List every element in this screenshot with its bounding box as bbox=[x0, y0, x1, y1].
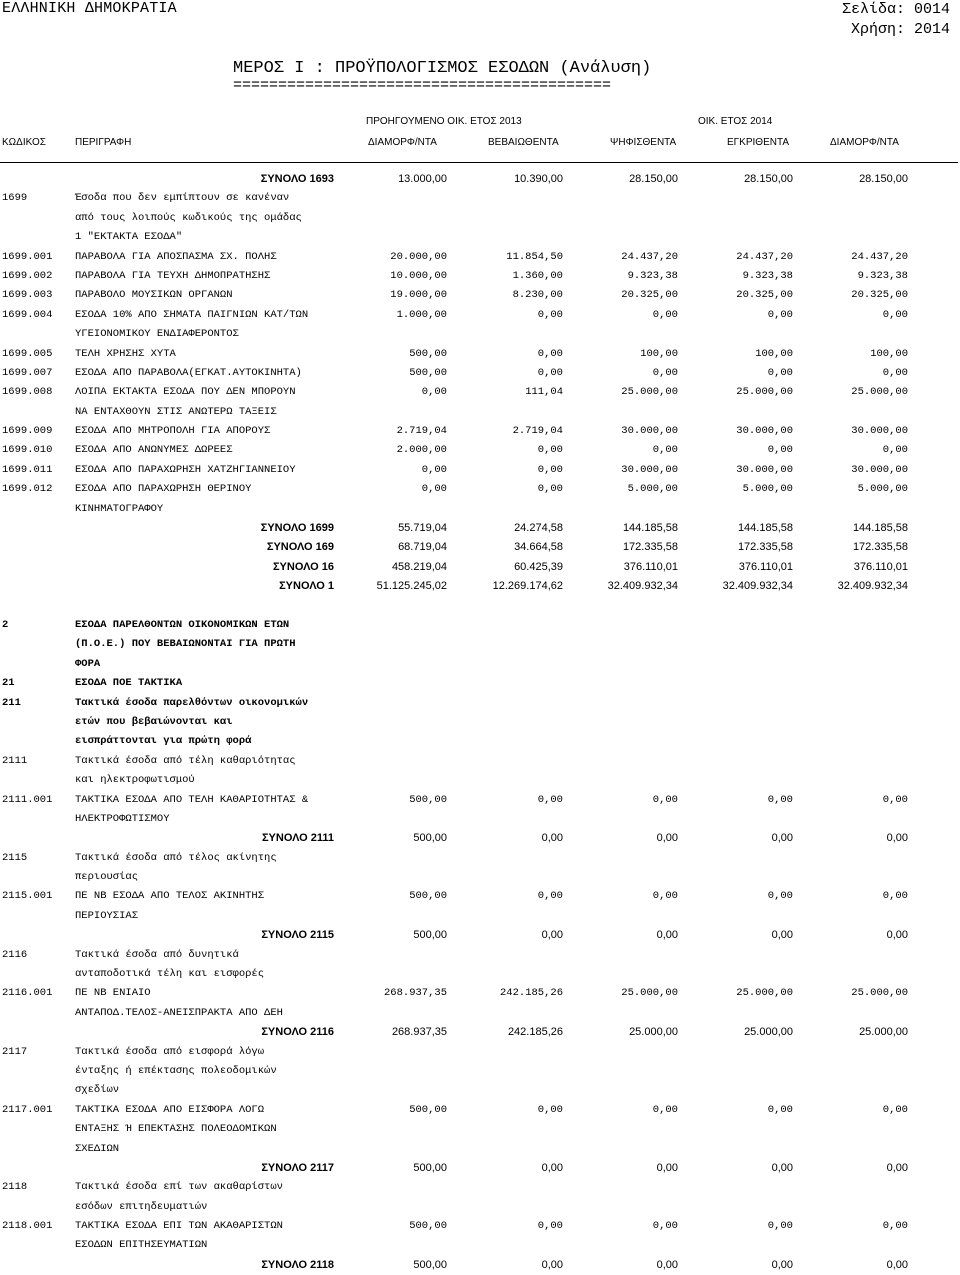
value-c4: 30.000,00 bbox=[736, 425, 793, 438]
table-row bbox=[0, 422, 960, 441]
table-row bbox=[0, 616, 960, 635]
value-c1: 268.937,35 bbox=[391, 1026, 447, 1039]
value-c4: 0,00 bbox=[767, 308, 793, 321]
value-c4: 20.325,00 bbox=[736, 289, 793, 302]
total-row bbox=[0, 538, 960, 557]
row-description: ΚΙΝΗΜΑΤΟΓΡΑΦΟΥ bbox=[75, 502, 164, 515]
row-code: 1699.002 bbox=[2, 269, 53, 282]
value-c1: 500,00 bbox=[413, 832, 447, 845]
value-c5: 376.110,01 bbox=[853, 560, 908, 573]
row-description: ΕΣΟΔΑ ΠΑΡΕΛΘΟΝΤΩΝ ΟΙΚΟΝΟΜΙΚΩΝ ΕΤΩΝ bbox=[75, 618, 290, 631]
value-c4: 100,00 bbox=[755, 347, 793, 360]
table-row bbox=[0, 441, 960, 460]
value-c4: 9.323,38 bbox=[742, 269, 793, 282]
row-description: ΤΕΛΗ ΧΡΗΣΗΣ ΧΥΤΑ bbox=[75, 347, 176, 360]
row-description: ΕΣΟΔΑ 10% ΑΠΟ ΣΗΜΑΤΑ ΠΑΙΓΝΙΩΝ ΚΑΤ/ΤΩΝ bbox=[75, 308, 309, 321]
value-c5: 28.150,00 bbox=[859, 173, 908, 185]
row-description: ΕΣΟΔΩΝ ΕΠΙΤΗΣΕΥΜΑΤΙΩΝ bbox=[75, 1239, 208, 1252]
row-description: ΕΣΟΔΑ ΑΠΟ ΠΑΡΑΧΩΡΗΣΗ ΧΑΤΖΗΓΙΑΝΝΕΙΟΥ bbox=[75, 463, 296, 476]
table-row bbox=[0, 383, 960, 402]
table-row bbox=[0, 752, 960, 771]
row-code: 1699.008 bbox=[2, 386, 53, 399]
value-c4: 25.000,00 bbox=[736, 386, 793, 399]
value-c2: 1.360,00 bbox=[512, 269, 563, 282]
value-c2: 0,00 bbox=[537, 793, 563, 806]
value-c2: 0,00 bbox=[537, 463, 563, 476]
row-description: ΕΣΟΔΑ ΑΠΟ ΜΗΤΡΟΠΟΛΗ ΓΙΑ ΑΠΟΡΟΥΣ bbox=[75, 425, 271, 438]
row-description: 1 "ΕΚΤΑΚΤΑ ΕΣΟΔΑ" bbox=[75, 231, 183, 244]
value-c5: 25.000,00 bbox=[851, 386, 908, 399]
table-row bbox=[0, 1217, 960, 1236]
row-code: 1699.012 bbox=[2, 483, 53, 496]
value-c3: 0,00 bbox=[652, 444, 678, 457]
table-row bbox=[0, 810, 960, 829]
row-description: από τους λοιπούς κωδικούς της ομάδας bbox=[75, 211, 302, 224]
value-c2: 11.854,50 bbox=[506, 250, 563, 263]
row-description: ΕΣΟΔΑ ΑΠΟ ΑΝΩΝΥΜΕΣ ΔΩΡΕΕΣ bbox=[75, 444, 233, 457]
value-c5: 0,00 bbox=[882, 444, 908, 457]
row-code: 1699.003 bbox=[2, 289, 53, 302]
row-description: ΑΝΤΑΠΟΔ.ΤΕΛΟΣ-ΑΝΕΙΣΠΡΑΚΤΑ ΑΠΟ ΔΕΗ bbox=[75, 1006, 283, 1019]
page-title: ΜΕΡΟΣ Ι : ΠΡΟΫΠΟΛΟΓΙΣΜΟΣ ΕΣΟΔΩΝ (Ανάλυση) bbox=[233, 59, 652, 78]
value-c5: 0,00 bbox=[882, 890, 908, 903]
table-row bbox=[0, 306, 960, 325]
value-c2: 0,00 bbox=[537, 308, 563, 321]
value-c4: 0,00 bbox=[771, 1161, 793, 1174]
value-c1: 20.000,00 bbox=[390, 250, 447, 263]
value-c5: 0,00 bbox=[886, 929, 908, 942]
value-c5: 144.185,58 bbox=[852, 522, 908, 535]
value-c4: 0,00 bbox=[771, 1258, 793, 1271]
table-row bbox=[0, 403, 960, 422]
total-label: ΣΥΝΟΛΟ 16 bbox=[272, 560, 334, 573]
value-c5: 30.000,00 bbox=[851, 425, 908, 438]
value-c4: 172.335,58 bbox=[737, 541, 793, 554]
total-row bbox=[0, 1256, 960, 1275]
value-c2: 34.664,58 bbox=[514, 541, 563, 554]
row-description: ΣΧΕΔΙΩΝ bbox=[75, 1142, 120, 1155]
value-c2: 2.719,04 bbox=[512, 425, 563, 438]
row-code: 211 bbox=[2, 696, 21, 709]
row-description: ετών που βεβαιώνονται και bbox=[75, 715, 233, 728]
value-c2: 242.185,26 bbox=[507, 1026, 563, 1039]
value-c4: 0,00 bbox=[767, 444, 793, 457]
total-label: ΣΥΝΟΛΟ 2116 bbox=[261, 1026, 334, 1039]
value-c1: 500,00 bbox=[409, 890, 447, 903]
table-row bbox=[0, 1120, 960, 1139]
row-description: ΤΑΚΤΙΚΑ ΕΣΟΔΑ ΑΠΟ ΕΙΣΦΟΡΑ ΛΟΓΩ bbox=[75, 1103, 265, 1116]
row-code: 21 bbox=[2, 677, 15, 690]
row-description: Τακτικά έσοδα παρελθόντων οικονομικών bbox=[75, 696, 309, 709]
col-header-c4: ΕΓΚΡΙΘΕΝΤΑ bbox=[727, 137, 790, 148]
value-c4: 0,00 bbox=[771, 832, 793, 845]
value-c4: 144.185,58 bbox=[737, 522, 793, 535]
value-c5: 0,00 bbox=[882, 1220, 908, 1233]
value-c2: 8.230,00 bbox=[512, 289, 563, 302]
value-c3: 30.000,00 bbox=[621, 463, 678, 476]
row-description: ΤΑΚΤΙΚΑ ΕΣΟΔΑ ΕΠΙ ΤΩΝ ΑΚΑΘΑΡΙΣΤΩΝ bbox=[75, 1220, 283, 1233]
value-c3: 0,00 bbox=[652, 793, 678, 806]
row-description: περιουσίας bbox=[75, 871, 139, 884]
row-description: ΥΓΕΙΟΝΟΜΙΚΟΥ ΕΝΔΙΑΦΕΡΟΝΤΟΣ bbox=[75, 328, 239, 341]
country-header: ΕΛΛΗΝΙΚΗ ΔΗΜΟΚΡΑΤΙΑ bbox=[2, 0, 177, 17]
table-row bbox=[0, 267, 960, 286]
table-row bbox=[0, 1198, 960, 1217]
table-row bbox=[0, 364, 960, 383]
value-c5: 25.000,00 bbox=[859, 1026, 908, 1039]
row-description: και ηλεκτροφωτισμού bbox=[75, 774, 195, 787]
value-c1: 500,00 bbox=[413, 1258, 447, 1271]
row-code: 1699.004 bbox=[2, 308, 53, 321]
table-row bbox=[0, 1236, 960, 1255]
col-header-c5: ΔΙΑΜΟΡΦ/ΝΤΑ bbox=[830, 137, 899, 148]
value-c1: 268.937,35 bbox=[383, 987, 447, 1000]
value-c2: 10.390,00 bbox=[514, 173, 563, 185]
value-c1: 500,00 bbox=[409, 1103, 447, 1116]
row-description: Τακτικά έσοδα από δυνητικά bbox=[75, 948, 239, 961]
value-c1: 458.219,04 bbox=[391, 560, 447, 573]
table-row bbox=[0, 946, 960, 965]
value-c3: 24.437,20 bbox=[621, 250, 678, 263]
table-row bbox=[0, 868, 960, 887]
row-description: ΠΑΡΑΒΟΛΑ ΓΙΑ ΤΕΥΧΗ ΔΗΜΟΠΡΑΤΗΣΗΣ bbox=[75, 269, 271, 282]
total-label: ΣΥΝΟΛΟ 2118 bbox=[261, 1258, 334, 1271]
value-c4: 30.000,00 bbox=[736, 463, 793, 476]
value-c3: 0,00 bbox=[652, 308, 678, 321]
row-code: 1699.011 bbox=[2, 463, 53, 476]
col-header-desc: ΠΕΡΙΓΡΑΦΗ bbox=[75, 137, 132, 148]
col-header-c1: ΔΙΑΜΟΡΦ/ΝΤΑ bbox=[368, 137, 437, 148]
row-description: ΕΣΟΔΑ ΠΟΕ ΤΑΚΤΙΚΑ bbox=[75, 677, 183, 690]
total-label: ΣΥΝΟΛΟ 2115 bbox=[261, 929, 334, 942]
value-c4: 376.110,01 bbox=[738, 560, 793, 573]
total-row bbox=[0, 1023, 960, 1042]
table-row bbox=[0, 771, 960, 790]
value-c3: 0,00 bbox=[656, 1258, 678, 1271]
value-c3: 0,00 bbox=[652, 1103, 678, 1116]
value-c3: 20.325,00 bbox=[621, 289, 678, 302]
row-description: Τακτικά έσοδα επί των ακαθαρίστων bbox=[75, 1181, 283, 1194]
value-c5: 0,00 bbox=[886, 832, 908, 845]
table-row bbox=[0, 984, 960, 1003]
value-c3: 0,00 bbox=[656, 929, 678, 942]
value-c3: 100,00 bbox=[640, 347, 678, 360]
table-row bbox=[0, 325, 960, 344]
value-c4: 24.437,20 bbox=[736, 250, 793, 263]
page-info bbox=[842, 0, 950, 40]
total-label: ΣΥΝΟΛΟ 2117 bbox=[261, 1161, 334, 1174]
col-header-c3: ΨΗΦΙΣΘΕΝΤΑ bbox=[610, 137, 677, 148]
value-c3: 25.000,00 bbox=[629, 1026, 678, 1039]
value-c5: 0,00 bbox=[886, 1161, 908, 1174]
value-c4: 0,00 bbox=[767, 890, 793, 903]
value-c1: 19.000,00 bbox=[390, 289, 447, 302]
value-c1: 2.719,04 bbox=[396, 425, 447, 438]
total-row bbox=[0, 829, 960, 848]
row-code: 2117.001 bbox=[2, 1103, 53, 1116]
value-c2: 60.425,39 bbox=[514, 560, 563, 573]
table-row bbox=[0, 228, 960, 247]
table-row bbox=[0, 674, 960, 693]
row-description: ΛΟΙΠΑ ΕΚΤΑΚΤΑ ΕΣΟΔΑ ΠΟΥ ΔΕΝ ΜΠΟΡΟΥΝ bbox=[75, 386, 296, 399]
row-code: 2116 bbox=[2, 948, 28, 961]
row-description: ΦΟΡΑ bbox=[75, 657, 101, 670]
total-label: ΣΥΝΟΛΟ 1693 bbox=[260, 173, 334, 185]
value-c5: 100,00 bbox=[870, 347, 908, 360]
value-c3: 9.323,38 bbox=[627, 269, 678, 282]
value-c1: 2.000,00 bbox=[396, 444, 447, 457]
value-c1: 13.000,00 bbox=[398, 173, 447, 185]
table-row bbox=[0, 189, 960, 208]
table-row bbox=[0, 500, 960, 519]
table-row bbox=[0, 887, 960, 906]
value-c2: 242.185,26 bbox=[499, 987, 563, 1000]
table-row bbox=[0, 1004, 960, 1023]
value-c2: 0,00 bbox=[537, 1103, 563, 1116]
row-description: ΗΛΕΚΤΡΟΦΩΤΙΣΜΟΥ bbox=[75, 812, 170, 825]
value-c1: 500,00 bbox=[409, 793, 447, 806]
value-c4: 0,00 bbox=[767, 366, 793, 379]
value-c3: 0,00 bbox=[652, 1220, 678, 1233]
value-c1: 10.000,00 bbox=[390, 269, 447, 282]
row-description: ΤΑΚΤΙΚΑ ΕΣΟΔΑ ΑΠΟ ΤΕΛΗ ΚΑΘΑΡΙΟΤΗΤΑΣ & bbox=[75, 793, 309, 806]
table-row bbox=[0, 248, 960, 267]
row-code: 2 bbox=[2, 618, 9, 631]
row-description: ΕΣΟΔΑ ΑΠΟ ΠΑΡΑΧΩΡΗΣΗ ΘΕΡΙΝΟΥ bbox=[75, 483, 252, 496]
table-row bbox=[0, 209, 960, 228]
value-c5: 25.000,00 bbox=[851, 987, 908, 1000]
title-underline: ========================================== bbox=[233, 77, 612, 94]
value-c5: 0,00 bbox=[882, 793, 908, 806]
row-description: εσόδων επιτηδευματιών bbox=[75, 1200, 208, 1213]
row-description: Τακτικά έσοδα από τέλη καθαριότητας bbox=[75, 754, 296, 767]
table-row bbox=[0, 1062, 960, 1081]
value-c5: 0,00 bbox=[882, 1103, 908, 1116]
row-description: ΠΑΡΑΒΟΛΑ ΓΙΑ ΑΠΟΣΠΑΣΜΑ ΣΧ. ΠΟΛΗΣ bbox=[75, 250, 277, 263]
total-row bbox=[0, 558, 960, 577]
value-c1: 0,00 bbox=[421, 483, 447, 496]
row-code: 1699.005 bbox=[2, 347, 53, 360]
value-c4: 25.000,00 bbox=[744, 1026, 793, 1039]
value-c1: 51.125.245,02 bbox=[376, 580, 447, 593]
table-row bbox=[0, 965, 960, 984]
budget-table bbox=[0, 170, 960, 1275]
value-c1: 55.719,04 bbox=[398, 522, 447, 535]
value-c1: 500,00 bbox=[413, 929, 447, 942]
header-rule bbox=[0, 162, 958, 163]
table-row bbox=[0, 345, 960, 364]
row-description: ΕΣΟΔΑ ΑΠΟ ΠΑΡΑΒΟΛΑ(ΕΓΚΑΤ.ΑΥΤΟΚΙΝΗΤΑ) bbox=[75, 366, 302, 379]
total-row bbox=[0, 926, 960, 945]
value-c2: 0,00 bbox=[541, 929, 563, 942]
value-c2: 0,00 bbox=[537, 347, 563, 360]
row-code: 2118 bbox=[2, 1181, 28, 1194]
value-c3: 0,00 bbox=[656, 832, 678, 845]
value-c4: 28.150,00 bbox=[744, 173, 793, 185]
row-description: ένταξης ή επέκτασης πολεοδομικών bbox=[75, 1064, 277, 1077]
value-c2: 0,00 bbox=[541, 1258, 563, 1271]
table-row bbox=[0, 480, 960, 499]
value-c3: 0,00 bbox=[652, 366, 678, 379]
value-c3: 25.000,00 bbox=[621, 987, 678, 1000]
value-c4: 0,00 bbox=[767, 1220, 793, 1233]
total-label: ΣΥΝΟΛΟ 1 bbox=[279, 580, 334, 593]
value-c4: 0,00 bbox=[771, 929, 793, 942]
row-code: 1699.010 bbox=[2, 444, 53, 457]
row-description: (Π.Ο.Ε.) ΠΟΥ ΒΕΒΑΙΩΝΟΝΤΑΙ ΓΙΑ ΠΡΩΤΗ bbox=[75, 638, 296, 651]
table-row bbox=[0, 907, 960, 926]
table-row bbox=[0, 655, 960, 674]
total-label: ΣΥΝΟΛΟ 169 bbox=[266, 541, 334, 554]
value-c5: 172.335,58 bbox=[852, 541, 908, 554]
value-c1: 68.719,04 bbox=[398, 541, 447, 554]
row-code: 1699.009 bbox=[2, 425, 53, 438]
row-description: Τακτικά έσοδα από τέλος ακίνητης bbox=[75, 851, 277, 864]
value-c2: 0,00 bbox=[541, 832, 563, 845]
value-c5: 20.325,00 bbox=[851, 289, 908, 302]
fiscal-year: Χρήση: 2014 bbox=[850, 21, 950, 38]
col-group-prev-year: ΠΡΟΗΓΟΥΜΕΝΟ ΟΙΚ. ΕΤΟΣ 2013 bbox=[366, 116, 522, 127]
total-row bbox=[0, 1159, 960, 1178]
total-label: ΣΥΝΟΛΟ 1699 bbox=[260, 522, 334, 535]
value-c4: 0,00 bbox=[767, 793, 793, 806]
value-c3: 0,00 bbox=[656, 1161, 678, 1174]
value-c5: 24.437,20 bbox=[851, 250, 908, 263]
row-code: 2117 bbox=[2, 1045, 28, 1058]
table-row bbox=[0, 461, 960, 480]
value-c3: 172.335,58 bbox=[622, 541, 678, 554]
value-c1: 0,00 bbox=[421, 463, 447, 476]
value-c5: 5.000,00 bbox=[857, 483, 908, 496]
value-c4: 0,00 bbox=[767, 1103, 793, 1116]
row-code: 2116.001 bbox=[2, 987, 53, 1000]
row-code: 1699.007 bbox=[2, 366, 53, 379]
value-c3: 30.000,00 bbox=[621, 425, 678, 438]
value-c5: 0,00 bbox=[882, 308, 908, 321]
col-group-cur-year: ΟΙΚ. ΕΤΟΣ 2014 bbox=[698, 116, 773, 127]
value-c2: 0,00 bbox=[537, 890, 563, 903]
table-row bbox=[0, 713, 960, 732]
value-c3: 5.000,00 bbox=[627, 483, 678, 496]
col-header-c2: ΒΕΒΑΙΩΘΕΝΤΑ bbox=[488, 137, 559, 148]
value-c5: 0,00 bbox=[886, 1258, 908, 1271]
value-c2: 12.269.174,62 bbox=[492, 580, 563, 593]
value-c1: 0,00 bbox=[421, 386, 447, 399]
value-c1: 1.000,00 bbox=[396, 308, 447, 321]
value-c2: 0,00 bbox=[537, 483, 563, 496]
table-row bbox=[0, 1178, 960, 1197]
value-c1: 500,00 bbox=[409, 347, 447, 360]
value-c2: 0,00 bbox=[537, 1220, 563, 1233]
value-c5: 32.409.932,34 bbox=[837, 580, 908, 593]
row-description: σχεδίων bbox=[75, 1084, 120, 1097]
page-number: Σελίδα: 0014 bbox=[841, 1, 950, 18]
row-description: ΝΑ ΕΝΤΑΧΘΟΥΝ ΣΤΙΣ ΑΝΩΤΕΡΩ ΤΑΞΕΙΣ bbox=[75, 405, 277, 418]
row-description: ΠΕΡΙΟΥΣΙΑΣ bbox=[75, 909, 139, 922]
row-description: εισπράττονται για πρώτη φορά bbox=[75, 735, 252, 748]
row-code: 2111.001 bbox=[2, 793, 53, 806]
table-row bbox=[0, 1081, 960, 1100]
value-c1: 500,00 bbox=[413, 1161, 447, 1174]
row-code: 2115 bbox=[2, 851, 28, 864]
row-code: 2111 bbox=[2, 754, 28, 767]
value-c2: 0,00 bbox=[537, 366, 563, 379]
row-description: ΠΑΡΑΒΟΛΟ ΜΟΥΣΙΚΩΝ ΟΡΓΑΝΩΝ bbox=[75, 289, 233, 302]
value-c3: 28.150,00 bbox=[629, 173, 678, 185]
value-c3: 32.409.932,34 bbox=[607, 580, 678, 593]
row-description: ανταποδοτικά τέλη και εισφορές bbox=[75, 968, 265, 981]
value-c2: 0,00 bbox=[541, 1161, 563, 1174]
col-header-code: ΚΩΔΙΚΟΣ bbox=[2, 137, 46, 148]
table-row bbox=[0, 1101, 960, 1120]
row-code: 1699.001 bbox=[2, 250, 53, 263]
value-c4: 32.409.932,34 bbox=[722, 580, 793, 593]
row-description: ΠΕ ΝΒ ΕΝΙΑΙΟ bbox=[75, 987, 151, 1000]
total-row bbox=[0, 170, 960, 189]
value-c3: 376.110,01 bbox=[623, 560, 678, 573]
value-c1: 500,00 bbox=[409, 1220, 447, 1233]
row-description: Έσοδα που δεν εμπίπτουν σε κανέναν bbox=[75, 192, 290, 205]
value-c3: 0,00 bbox=[652, 890, 678, 903]
table-row bbox=[0, 694, 960, 713]
row-code: 2118.001 bbox=[2, 1220, 53, 1233]
table-row bbox=[0, 635, 960, 654]
value-c2: 24.274,58 bbox=[514, 522, 563, 535]
total-row bbox=[0, 519, 960, 538]
table-row bbox=[0, 597, 960, 616]
table-row bbox=[0, 791, 960, 810]
value-c4: 5.000,00 bbox=[742, 483, 793, 496]
value-c3: 25.000,00 bbox=[621, 386, 678, 399]
table-row bbox=[0, 732, 960, 751]
total-label: ΣΥΝΟΛΟ 2111 bbox=[261, 832, 334, 845]
row-code: 1699 bbox=[2, 192, 28, 205]
table-row bbox=[0, 1043, 960, 1062]
value-c2: 111,04 bbox=[525, 386, 563, 399]
value-c5: 9.323,38 bbox=[857, 269, 908, 282]
value-c5: 30.000,00 bbox=[851, 463, 908, 476]
value-c4: 25.000,00 bbox=[736, 987, 793, 1000]
row-description: ΕΝΤΑΞΗΣ Ή ΕΠΕΚΤΑΣΗΣ ΠΟΛΕΟΔΟΜΙΚΩΝ bbox=[75, 1123, 277, 1136]
value-c5: 0,00 bbox=[882, 366, 908, 379]
table-row bbox=[0, 286, 960, 305]
row-code: 2115.001 bbox=[2, 890, 53, 903]
total-row bbox=[0, 577, 960, 596]
row-description: ΠΕ ΝΒ ΕΣΟΔΑ ΑΠΟ ΤΕΛΟΣ ΑΚΙΝΗΤΗΣ bbox=[75, 890, 265, 903]
value-c3: 144.185,58 bbox=[622, 522, 678, 535]
value-c2: 0,00 bbox=[537, 444, 563, 457]
value-c1: 500,00 bbox=[409, 366, 447, 379]
table-row bbox=[0, 849, 960, 868]
table-row bbox=[0, 1140, 960, 1159]
row-description: Τακτικά έσοδα από εισφορά λόγω bbox=[75, 1045, 265, 1058]
